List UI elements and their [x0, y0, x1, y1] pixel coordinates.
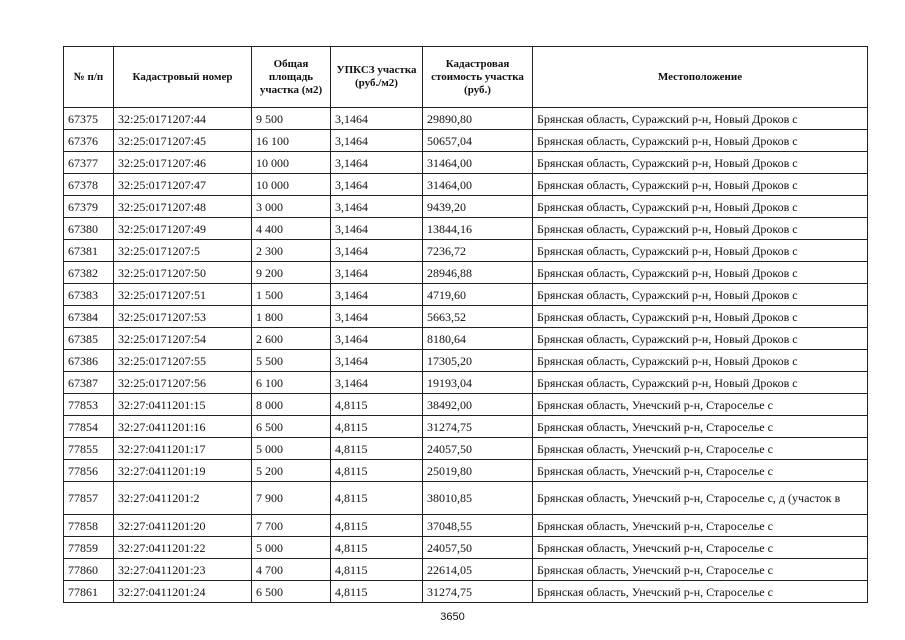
- header-upksz: УПКСЗ участка (руб./м2): [331, 47, 423, 108]
- cell-area: 8 000: [252, 394, 331, 416]
- cell-upksz: 3,1464: [331, 218, 423, 240]
- cell-area: 4 700: [252, 559, 331, 581]
- cell-cadastral-number: 32:25:0171207:46: [114, 152, 252, 174]
- page-number: 3650: [440, 611, 465, 623]
- cell-cadastral-value: 24057,50: [423, 438, 533, 460]
- cell-location: Брянская область, Унечский р-н, Староселье с: [533, 559, 868, 581]
- cell-cadastral-value: 31464,00: [423, 174, 533, 196]
- cell-cadastral-value: 7236,72: [423, 240, 533, 262]
- cell-area: 1 800: [252, 306, 331, 328]
- cell-num: 77856: [64, 460, 114, 482]
- cell-area: 10 000: [252, 174, 331, 196]
- table-row: [64, 284, 868, 306]
- table-row: [64, 306, 868, 328]
- table-row: [64, 218, 868, 240]
- table-row: [64, 262, 868, 284]
- cell-cadastral-number: 32:27:0411201:22: [114, 537, 252, 559]
- cell-location: Брянская область, Унечский р-н, Староселье с: [533, 416, 868, 438]
- cell-cadastral-number: 32:25:0171207:44: [114, 108, 252, 130]
- cell-cadastral-number: 32:25:0171207:49: [114, 218, 252, 240]
- cell-upksz: 4,8115: [331, 482, 423, 515]
- cell-location: Брянская область, Унечский р-н, Староселье с: [533, 394, 868, 416]
- cell-cadastral-value: 31274,75: [423, 416, 533, 438]
- cell-num: 67377: [64, 152, 114, 174]
- table-row: [64, 130, 868, 152]
- cell-location: Брянская область, Унечский р-н, Староселье с, д (участок в: [533, 482, 868, 515]
- cell-num: 67380: [64, 218, 114, 240]
- cell-cadastral-value: 38492,00: [423, 394, 533, 416]
- cell-location: Брянская область, Унечский р-н, Староселье с: [533, 537, 868, 559]
- cell-num: 67379: [64, 196, 114, 218]
- cell-upksz: 3,1464: [331, 306, 423, 328]
- cell-area: 1 500: [252, 284, 331, 306]
- cell-upksz: 3,1464: [331, 196, 423, 218]
- cell-location: Брянская область, Суражский р-н, Новый Дроков с: [533, 350, 868, 372]
- cell-upksz: 4,8115: [331, 416, 423, 438]
- cell-location: Брянская область, Унечский р-н, Староселье с: [533, 438, 868, 460]
- header-cadastral-value: Кадастровая стоимость участка (руб.): [423, 47, 533, 108]
- cell-location: Брянская область, Суражский р-н, Новый Дроков с: [533, 328, 868, 350]
- table-header-row: [64, 47, 868, 108]
- cell-cadastral-number: 32:27:0411201:24: [114, 581, 252, 603]
- table-row: [64, 559, 868, 581]
- cell-num: 67375: [64, 108, 114, 130]
- cell-cadastral-number: 32:25:0171207:56: [114, 372, 252, 394]
- cell-location: Брянская область, Суражский р-н, Новый Дроков с: [533, 152, 868, 174]
- cell-area: 2 600: [252, 328, 331, 350]
- cell-cadastral-number: 32:25:0171207:54: [114, 328, 252, 350]
- cell-num: 67382: [64, 262, 114, 284]
- cell-location: Брянская область, Суражский р-н, Новый Дроков с: [533, 130, 868, 152]
- cell-num: 77853: [64, 394, 114, 416]
- cell-location: Брянская область, Суражский р-н, Новый Дроков с: [533, 372, 868, 394]
- cell-num: 77861: [64, 581, 114, 603]
- cell-upksz: 3,1464: [331, 240, 423, 262]
- cell-upksz: 4,8115: [331, 559, 423, 581]
- cell-area: 7 700: [252, 515, 331, 537]
- cell-cadastral-value: 50657,04: [423, 130, 533, 152]
- cell-cadastral-value: 13844,16: [423, 218, 533, 240]
- cadastral-value-table: [63, 46, 868, 603]
- cell-num: 67376: [64, 130, 114, 152]
- cell-cadastral-value: 31464,00: [423, 152, 533, 174]
- header-cadastral-number: Кадастровый номер: [114, 47, 252, 108]
- cell-location: Брянская область, Суражский р-н, Новый Дроков с: [533, 240, 868, 262]
- cell-cadastral-value: 4719,60: [423, 284, 533, 306]
- cell-num: 77859: [64, 537, 114, 559]
- cell-area: 2 300: [252, 240, 331, 262]
- cell-cadastral-number: 32:27:0411201:20: [114, 515, 252, 537]
- cell-cadastral-value: 17305,20: [423, 350, 533, 372]
- cell-num: 77857: [64, 482, 114, 515]
- cell-cadastral-number: 32:25:0171207:47: [114, 174, 252, 196]
- cell-location: Брянская область, Суражский р-н, Новый Дроков с: [533, 284, 868, 306]
- cell-cadastral-number: 32:27:0411201:2: [114, 482, 252, 515]
- cell-area: 7 900: [252, 482, 331, 515]
- table-row: [64, 108, 868, 130]
- cell-location: Брянская область, Унечский р-н, Староселье с: [533, 460, 868, 482]
- cell-upksz: 3,1464: [331, 262, 423, 284]
- cell-cadastral-value: 31274,75: [423, 581, 533, 603]
- cell-num: 67386: [64, 350, 114, 372]
- table-row: [64, 482, 868, 515]
- cell-num: 67384: [64, 306, 114, 328]
- table-row: [64, 372, 868, 394]
- cell-cadastral-value: 28946,88: [423, 262, 533, 284]
- cell-cadastral-value: 5663,52: [423, 306, 533, 328]
- cell-area: 16 100: [252, 130, 331, 152]
- cell-area: 5 200: [252, 460, 331, 482]
- cell-cadastral-number: 32:25:0171207:45: [114, 130, 252, 152]
- cell-upksz: 3,1464: [331, 350, 423, 372]
- cell-cadastral-number: 32:25:0171207:48: [114, 196, 252, 218]
- cell-location: Брянская область, Унечский р-н, Староселье с: [533, 515, 868, 537]
- table-row: [64, 438, 868, 460]
- cell-num: 77858: [64, 515, 114, 537]
- cell-upksz: 4,8115: [331, 394, 423, 416]
- cell-cadastral-value: 22614,05: [423, 559, 533, 581]
- header-location: Местоположение: [533, 47, 868, 108]
- cell-upksz: 3,1464: [331, 372, 423, 394]
- table-row: [64, 537, 868, 559]
- cell-upksz: 3,1464: [331, 108, 423, 130]
- cell-area: 6 100: [252, 372, 331, 394]
- cell-location: Брянская область, Унечский р-н, Староселье с: [533, 581, 868, 603]
- cell-cadastral-value: 8180,64: [423, 328, 533, 350]
- cell-location: Брянская область, Суражский р-н, Новый Дроков с: [533, 196, 868, 218]
- table-row: [64, 240, 868, 262]
- cell-upksz: 3,1464: [331, 174, 423, 196]
- cell-cadastral-number: 32:27:0411201:15: [114, 394, 252, 416]
- cell-location: Брянская область, Суражский р-н, Новый Дроков с: [533, 108, 868, 130]
- table-row: [64, 328, 868, 350]
- cell-location: Брянская область, Суражский р-н, Новый Дроков с: [533, 218, 868, 240]
- cell-upksz: 3,1464: [331, 328, 423, 350]
- header-num: № п/п: [64, 47, 114, 108]
- cell-upksz: 4,8115: [331, 460, 423, 482]
- cell-cadastral-value: 25019,80: [423, 460, 533, 482]
- cell-location: Брянская область, Суражский р-н, Новый Дроков с: [533, 174, 868, 196]
- cell-area: 5 500: [252, 350, 331, 372]
- table-row: [64, 416, 868, 438]
- cell-upksz: 4,8115: [331, 515, 423, 537]
- cell-num: 67383: [64, 284, 114, 306]
- cell-cadastral-number: 32:25:0171207:50: [114, 262, 252, 284]
- cell-upksz: 4,8115: [331, 537, 423, 559]
- table-row: [64, 350, 868, 372]
- cell-location: Брянская область, Суражский р-н, Новый Дроков с: [533, 262, 868, 284]
- cell-area: 9 200: [252, 262, 331, 284]
- cell-cadastral-number: 32:27:0411201:19: [114, 460, 252, 482]
- cell-cadastral-value: 19193,04: [423, 372, 533, 394]
- cell-cadastral-number: 32:25:0171207:53: [114, 306, 252, 328]
- cell-upksz: 4,8115: [331, 581, 423, 603]
- cell-cadastral-number: 32:25:0171207:51: [114, 284, 252, 306]
- table-row: [64, 174, 868, 196]
- cell-area: 6 500: [252, 581, 331, 603]
- cell-num: 77855: [64, 438, 114, 460]
- cell-area: 4 400: [252, 218, 331, 240]
- cell-cadastral-number: 32:27:0411201:17: [114, 438, 252, 460]
- cell-area: 6 500: [252, 416, 331, 438]
- cell-num: 77854: [64, 416, 114, 438]
- table-row: [64, 581, 868, 603]
- table-row: [64, 515, 868, 537]
- table-row: [64, 394, 868, 416]
- table-body: [64, 108, 868, 603]
- cell-cadastral-number: 32:27:0411201:23: [114, 559, 252, 581]
- cell-cadastral-number: 32:25:0171207:55: [114, 350, 252, 372]
- cell-upksz: 3,1464: [331, 152, 423, 174]
- cell-location: Брянская область, Суражский р-н, Новый Дроков с: [533, 306, 868, 328]
- cell-area: 5 000: [252, 537, 331, 559]
- cell-upksz: 4,8115: [331, 438, 423, 460]
- cell-area: 9 500: [252, 108, 331, 130]
- cell-area: 5 000: [252, 438, 331, 460]
- cell-cadastral-value: 37048,55: [423, 515, 533, 537]
- cell-num: 67385: [64, 328, 114, 350]
- cell-area: 3 000: [252, 196, 331, 218]
- cell-upksz: 3,1464: [331, 130, 423, 152]
- table-row: [64, 460, 868, 482]
- cell-num: 67381: [64, 240, 114, 262]
- cell-cadastral-value: 29890,80: [423, 108, 533, 130]
- table-row: [64, 152, 868, 174]
- table-row: [64, 196, 868, 218]
- cell-cadastral-value: 24057,50: [423, 537, 533, 559]
- cell-num: 67387: [64, 372, 114, 394]
- cell-cadastral-value: 38010,85: [423, 482, 533, 515]
- cell-cadastral-number: 32:27:0411201:16: [114, 416, 252, 438]
- cell-num: 67378: [64, 174, 114, 196]
- cell-area: 10 000: [252, 152, 331, 174]
- header-area: Общая площадь участка (м2): [252, 47, 331, 108]
- cell-upksz: 3,1464: [331, 284, 423, 306]
- cell-cadastral-value: 9439,20: [423, 196, 533, 218]
- cell-cadastral-number: 32:25:0171207:5: [114, 240, 252, 262]
- cell-num: 77860: [64, 559, 114, 581]
